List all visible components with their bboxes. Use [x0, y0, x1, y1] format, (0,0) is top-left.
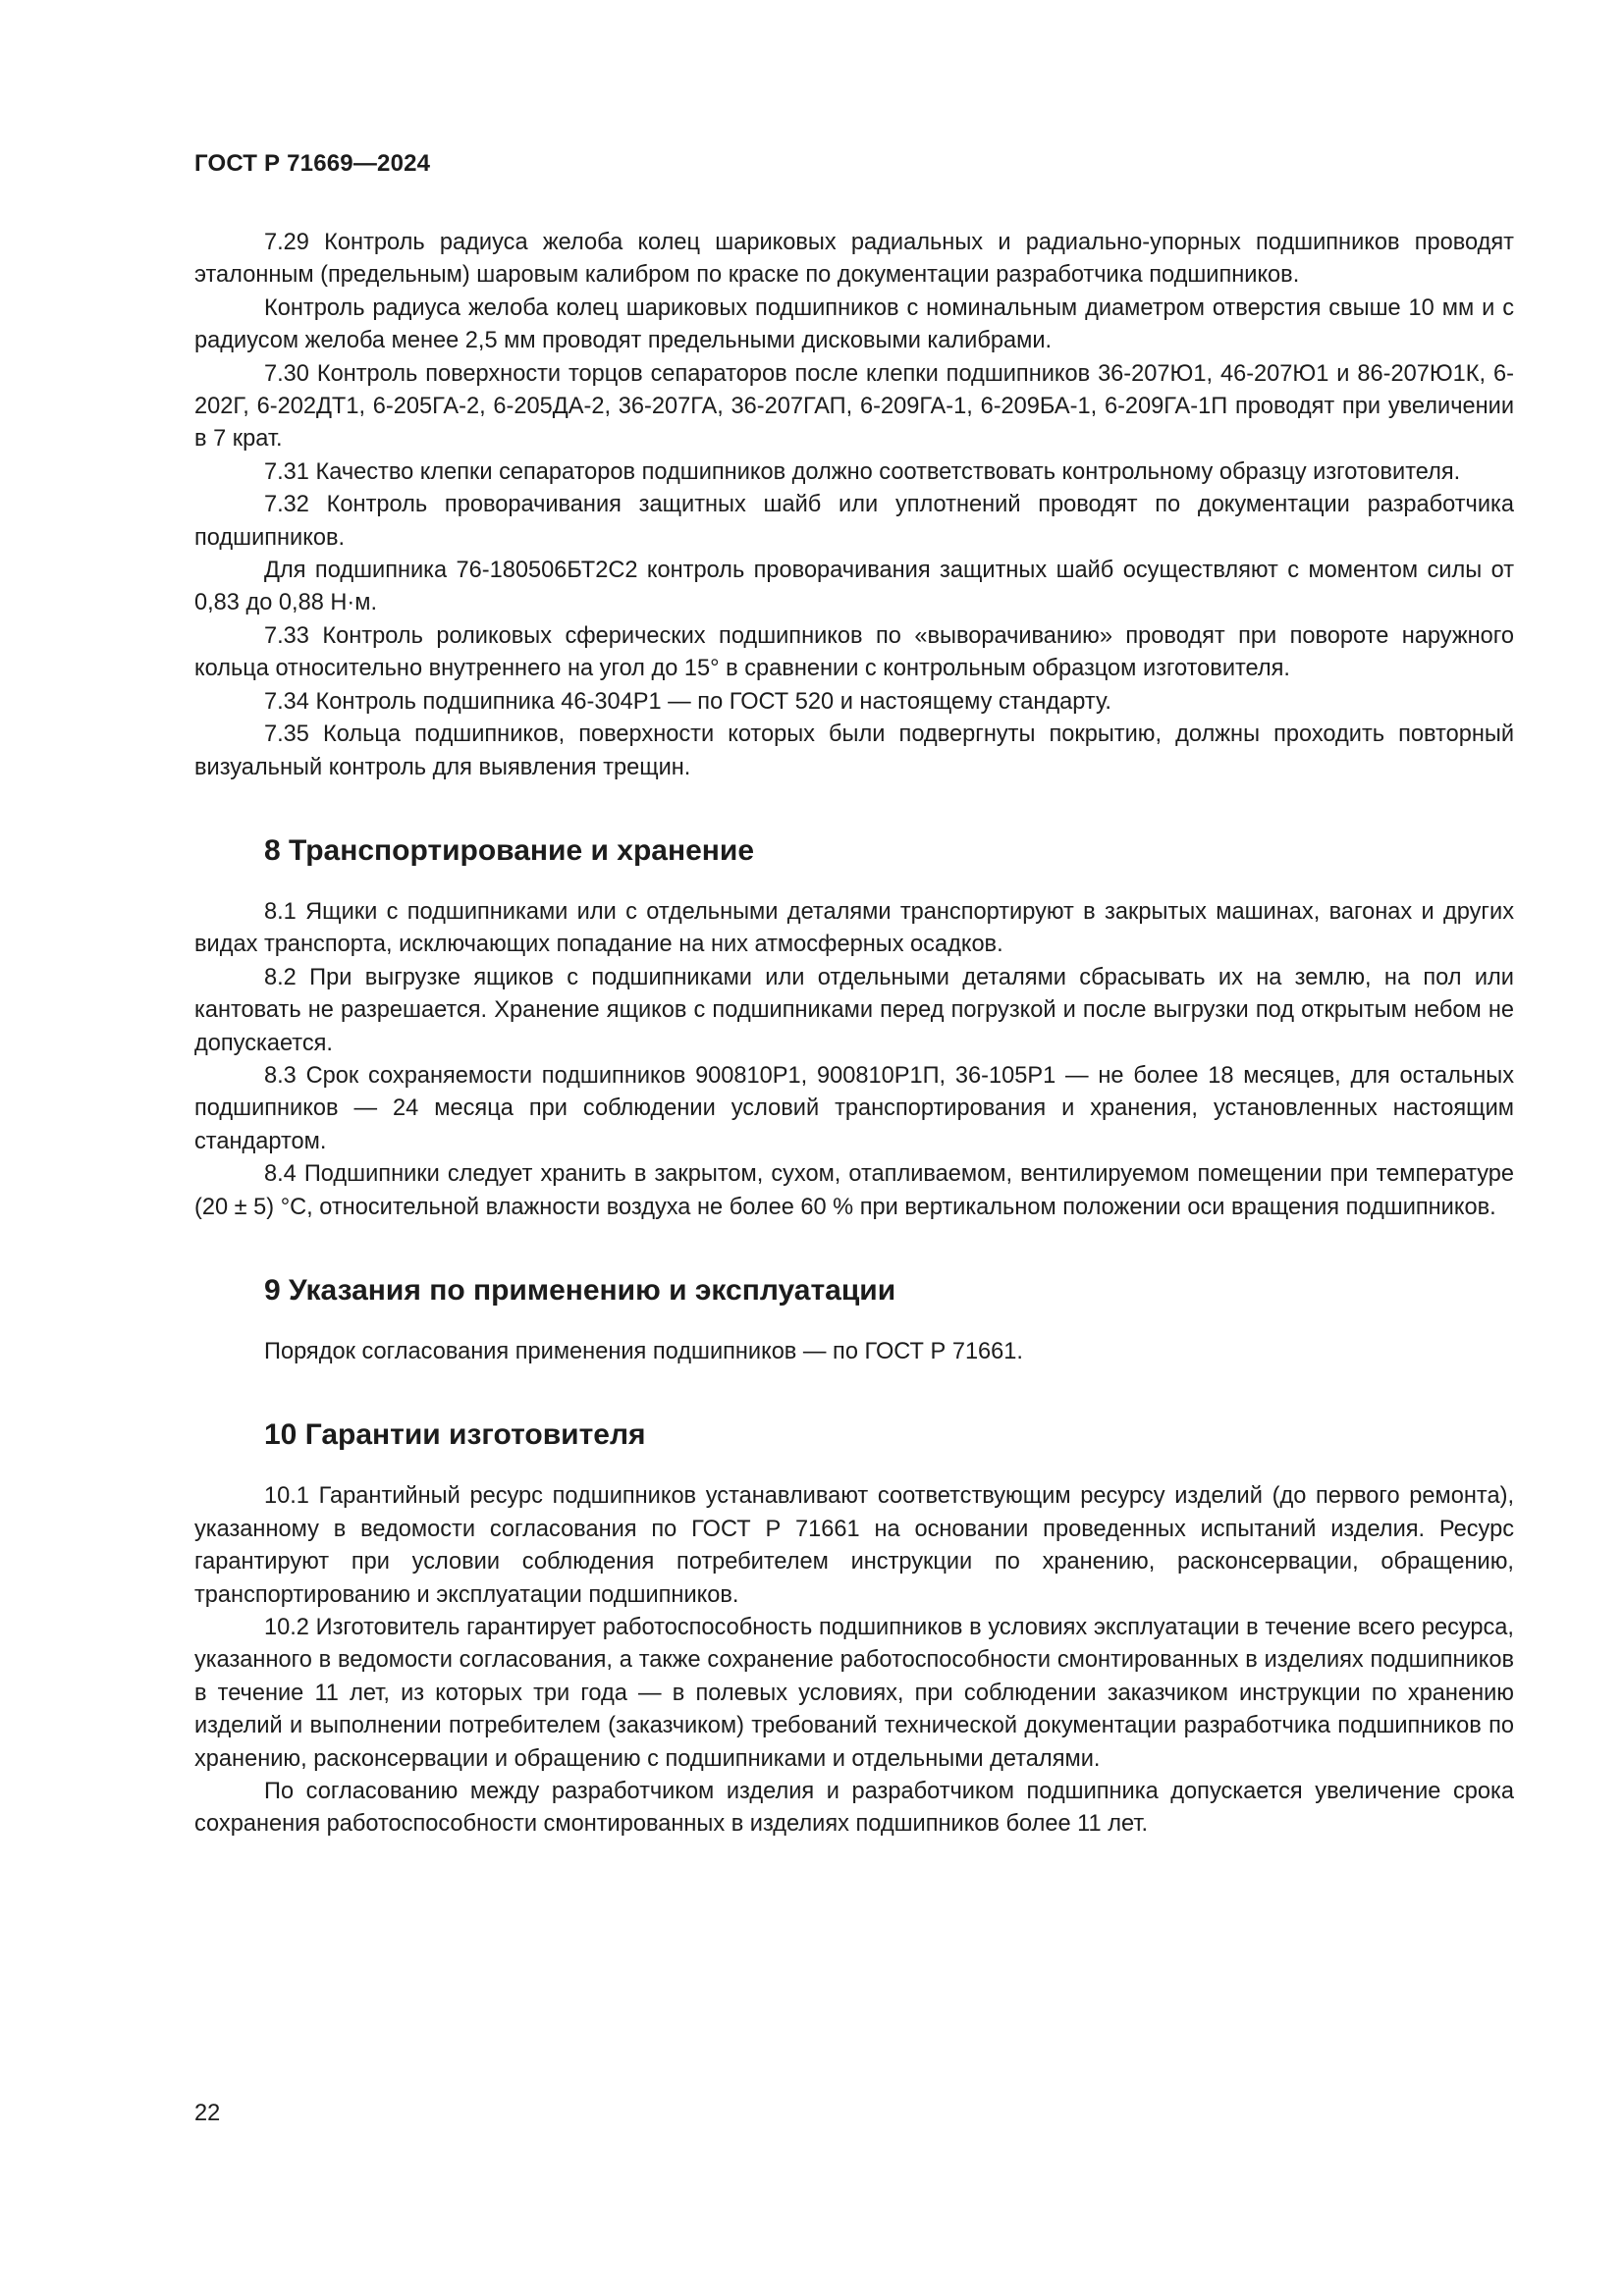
section-9-heading: 9 Указания по применению и эксплуатации	[264, 1273, 896, 1307]
paragraph-7-33: 7.33 Контроль роликовых сферических подшипников по «выворачиванию» проводят при повороте наружного кольца относительно внутреннего на угол до 15° в сравнении с контрольным образцом изготовителя.	[194, 622, 1514, 682]
document-header: ГОСТ Р 71669—2024	[194, 150, 431, 177]
paragraph-9-1: Порядок согласования применения подшипников — по ГОСТ Р 71661.	[264, 1338, 1023, 1364]
paragraph-7-32: 7.32 Контроль проворачивания защитных шайб или уплотнений проводят по документации разработчика подшипников.	[194, 492, 1514, 551]
section-8-heading: 8 Транспортирование и хранение	[264, 833, 755, 867]
paragraph-8-3: 8.3 Срок сохраняемости подшипников 900810Р1, 900810Р1П, 36-105Р1 — не более 18 месяцев, для остальных подшипников — 24 месяца при соблюдении условий транспортирования и хранения, установленных настоящим стандартом.	[194, 1062, 1514, 1154]
paragraph-10-1: 10.1 Гарантийный ресурс подшипников устанавливают соответствующим ресурсу изделий (до первого ремонта), указанному в ведомости согласования по ГОСТ Р 71661 на основании проведенных испытаний изделия. Ресурс гарантируют при условии соблюдения потребителем инструкции по хранению, расконсервации, обращению, транспортированию и эксплуатации подшипников.	[194, 1483, 1514, 1608]
paragraph-10-3: По согласованию между разработчиком изделия и разработчиком подшипника допускается увеличение срока сохранения работоспособности смонтированных в изделиях подшипников более 11 лет.	[194, 1779, 1514, 1838]
page-number: 22	[194, 2101, 221, 2126]
paragraph-7-29: 7.29 Контроль радиуса желоба колец шариковых радиальных и радиально-упорных подшипников проводят эталонным (предельным) шаровым калибром по краске по документации разработчика подшипников.	[194, 230, 1514, 289]
paragraph-8-4: 8.4 Подшипники следует хранить в закрытом, сухом, отапливаемом, вентилируемом помещении при температуре (20 ± 5) °С, относительной влажности воздуха не более 60 % при вертикальном положении оси вращения подшипников.	[194, 1161, 1514, 1220]
section-10-heading: 10 Гарантии изготовителя	[264, 1418, 646, 1452]
paragraph-8-1: 8.1 Ящики с подшипниками или с отдельными деталями транспортируют в закрытых машинах, вагонах и других видах транспорта, исключающих попадание на них атмосферных осадков.	[194, 898, 1514, 958]
paragraph-8-2: 8.2 При выгрузке ящиков с подшипниками или отдельными деталями сбрасывать их на землю, на пол или кантовать не разрешается. Хранение ящиков с подшипниками перед погрузкой и после выгрузки под открытым небом не допускается.	[194, 964, 1514, 1056]
paragraph-7-35: 7.35 Кольца подшипников, поверхности которых были подвергнуты покрытию, должны проходить повторный визуальный контроль для выявления трещин.	[194, 721, 1514, 780]
paragraph-7-31: 7.31 Качество клепки сепараторов подшипников должно соответствовать контрольному образцу изготовителя.	[264, 458, 1461, 485]
paragraph-7-30: 7.30 Контроль поверхности торцов сепараторов после клепки подшипников 36-207Ю1, 46-207Ю1 и 86-207Ю1К, 6-202Г, 6-202ДТ1, 6-205ГА-2, 6-205ДА-2, 36-207ГА, 36-207ГАП, 6-209ГА-1, 6-209БА-1, 6-209ГА-1П проводят при увеличении в 7 крат.	[194, 360, 1514, 453]
paragraph-7-34: 7.34 Контроль подшипника 46-304Р1 — по ГОСТ 520 и настоящему стандарту.	[264, 688, 1111, 715]
document-body	[194, 227, 1514, 1842]
paragraph-7-29-continued: Контроль радиуса желоба колец шариковых подшипников с номинальным диаметром отверстия свыше 10 мм и с радиусом желоба менее 2,5 мм проводят предельными дисковыми калибрами.	[194, 294, 1514, 354]
paragraph-10-2: 10.2 Изготовитель гарантирует работоспособность подшипников в условиях эксплуатации в течение всего ресурса, указанного в ведомости согласования, а также сохранение работоспособности смонтированных в изделиях подшипников в течение 11 лет, из которых три года — в полевых условиях, при соблюдении заказчиком инструкции по хранению изделий и выполнении потребителем (заказчиком) требований технической документации разработчика подшипников по хранению, расконсервации и обращению с подшипниками и отдельными деталями.	[194, 1615, 1514, 1772]
paragraph-7-32-continued: Для подшипника 76-180506БТ2С2 контроль проворачивания защитных шайб осуществляют с моментом силы от 0,83 до 0,88 Н·м.	[194, 558, 1514, 616]
